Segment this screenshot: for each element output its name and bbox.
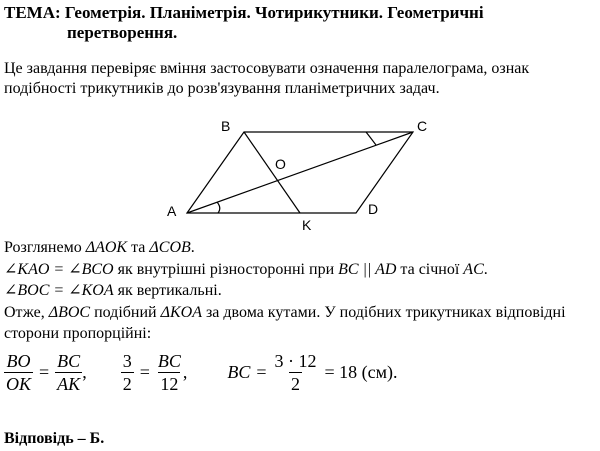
solution-line-1 [4,237,596,259]
solution-line-1-mid: та [127,239,150,256]
solution-line-2-mid2: та січної [396,260,464,278]
fraction-2-denominator: AK [57,373,81,394]
solution-line-4-end: за двома кутами. У подібних трикутниках відповідні сторони пропорційні: [4,303,566,342]
solution-line-2-end: . [483,260,488,278]
formula-comma-1: , [82,361,87,382]
triangle-cob: ΔCOB [149,239,191,256]
point-label-k: K [302,217,312,233]
solution-line-4 [4,302,596,345]
proportion-formula: $\frac{BO}{OK}$ = $\frac{BC}{AK}$ , $\frac{3}{2}$ = $\frac{BC}{12}$ , BC = $\frac{3 \cdot 12}{2}$ = 18 (см). [6,350,398,394]
point-label-o: O [275,156,286,172]
solution-line-2 [4,259,596,281]
solution-line-1-end: . [190,239,195,256]
topic-line-2: перетворення. [67,23,178,42]
fraction-bc-12 [156,350,183,395]
fraction-5-numerator: 3 · 12 [274,350,317,371]
answer: Відповідь – Б. [4,430,105,447]
vertex-label-b: B [221,118,231,134]
topic-line-1: ТЕМА: Геометрія. Планіметрія. Чотирикутники. Геометричні [4,3,484,22]
solution-text [4,237,596,345]
topic-heading [4,3,594,43]
formula-result: = 18 (см). [324,361,398,382]
fraction-3x12-2 [273,350,319,395]
vertex-label-d: D [368,201,379,217]
fraction-3-numerator: 3 [122,350,132,371]
triangle-koa: ΔKOA [160,303,202,321]
fraction-4-numerator: BC [157,350,181,371]
angle-mark-a [217,202,220,213]
fraction-1-denominator: OK [6,373,32,394]
solution-line-4-mid: подібний [90,303,161,321]
parallelogram-figure [0,112,600,237]
angle-equality-2: ∠BOC = ∠KOA [4,282,114,299]
fraction-4-denominator: 12 [160,373,179,394]
formula-bc: BC [227,361,251,382]
triangle-aok: ΔAOK [85,239,128,256]
fraction-2-numerator: BC [57,350,81,371]
fraction-3-2 [121,350,134,395]
solution-line-1-pre: Розглянемо [4,239,86,256]
solution-line-3-end: як вертикальні. [113,282,222,299]
vertex-label-c: C [417,118,428,134]
angle-mark-c [366,132,376,145]
fraction-1-numerator: BO [6,350,31,371]
fraction-5-denominator: 2 [291,373,301,394]
fraction-bc-ak [55,350,82,395]
solution-line-3 [4,280,596,302]
formula-comma-2: , [182,361,188,382]
task-description: Це завдання перевіряє вміння застосовувати означення паралелограма, ознак подібності трикутників до розв'язування планіметричних задач. [4,60,530,97]
fraction-3-denominator: 2 [122,373,132,394]
angle-equality-1: ∠KAO = ∠BCO [4,260,114,278]
diagonal-ac [187,132,413,213]
triangle-boc: ΔBOC [48,303,91,321]
solution-line-4-pre: Отже, [4,303,49,321]
solution-line-2-mid: як внутрішні різносторонні при [113,260,339,278]
segment-bk [244,132,300,213]
transversal-ac: AC [463,260,484,278]
vertex-label-a: A [167,203,177,219]
fraction-bo-ok [4,350,33,395]
parallel-lines: BC || AD [338,260,397,278]
